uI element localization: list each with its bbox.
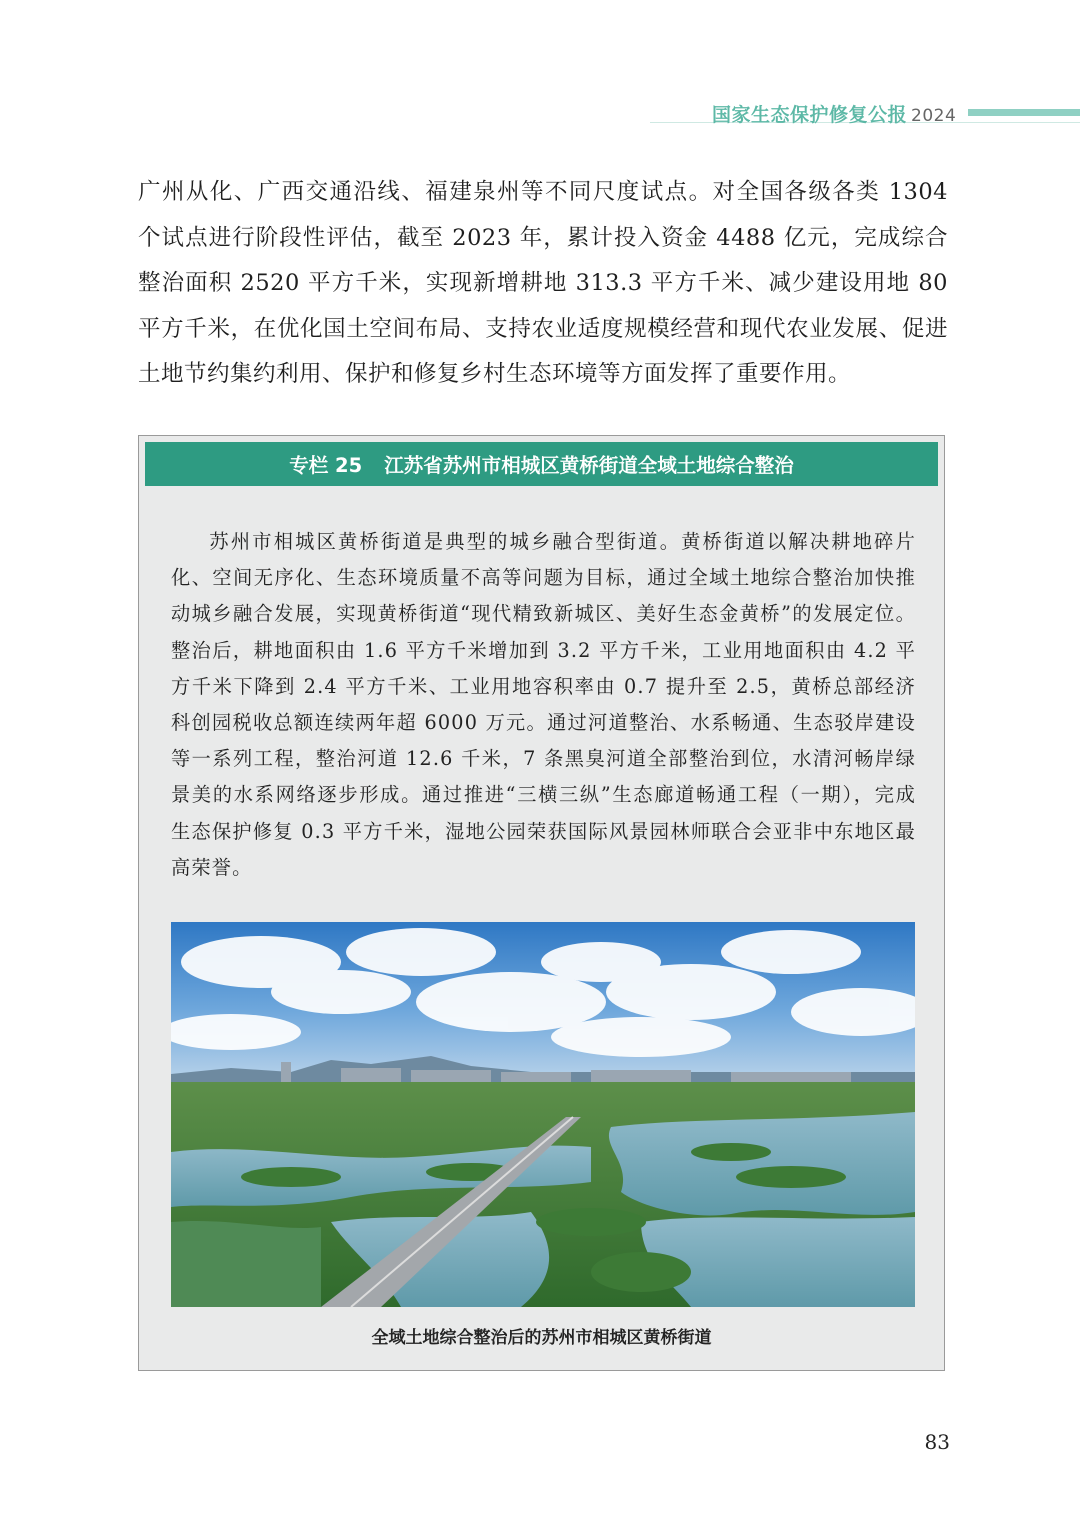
box-title: 江苏省苏州市相城区黄桥街道全域土地综合整治 — [384, 454, 794, 477]
running-header — [0, 92, 1080, 132]
box-body-text: 苏州市相城区黄桥街道是典型的城乡融合型街道。黄桥街道以解决耕地碎片化、空间无序化、生态环境质量不高等问题为目标，通过全域土地综合整治加快推动城乡融合发展，实现黄桥街道“现代精致新城区、美好生态金黄桥”的发展定位。整治后，耕地面积由 1.6 平方千米增加到 3.2 平方千米，工业用地面积由 4.2 平方千米下降到 2.4 平方千米、工业用地容积率由 0.7 提升至 2.5，黄桥总部经济科创园税收总额连续两年超 6000 万元。通过河道整治、水系畅通、生态驳岸建设等一系列工程，整治河道 12.6 千米，7 条黑臭河道全部整治到位，水清河畅岸绿景美的水系网络逐步形成。通过推进“三横三纵”生态廊道畅通工程（一期），完成生态保护修复 0.3 平方千米，湿地公园荣获国际风景园林师联合会亚非中东地区最高荣誉。 — [171, 530, 916, 879]
publication-title — [712, 100, 956, 127]
publication-title-text: 国家生态保护修复公报 — [712, 104, 908, 126]
box-label: 专栏 25 — [289, 454, 363, 477]
header-accent-bar — [968, 109, 1080, 116]
intro-paragraph: 广州从化、广西交通沿线、福建泉州等不同尺度试点。对全国各级各类 1304 个试点进行阶段性评估，截至 2023 年，累计投入资金 4488 亿元，完成综合整治面积 2520 平方千米，实现新增耕地 313.3 平方千米、减少建设用地 80 平方千米，在优化国土空间布局、支持农业适度规模经营和现代农业发展、促进土地节约集约利用、保护和修复乡村生态环境等方面发挥了重要作用。 — [138, 179, 948, 387]
page-number: 83 — [924, 1430, 950, 1454]
sidebar-column-box — [138, 435, 945, 1371]
publication-year: 2024 — [911, 106, 957, 126]
aerial-photo — [171, 922, 915, 1307]
box-title-banner — [145, 442, 938, 486]
photo-caption: 全域土地综合整治后的苏州市相城区黄桥街道 — [371, 1328, 712, 1348]
